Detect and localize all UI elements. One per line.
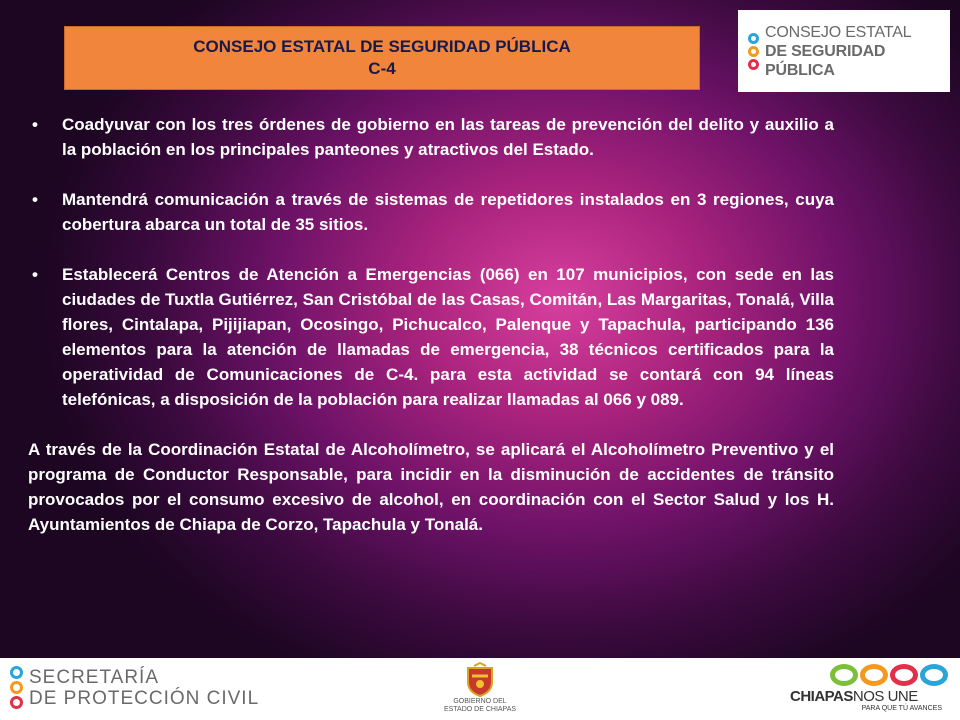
coat-of-arms-icon bbox=[462, 662, 498, 698]
rings-icon bbox=[830, 664, 950, 686]
slide-content bbox=[28, 112, 834, 537]
chiapas-nos-une-logo bbox=[790, 664, 950, 712]
bullet-list bbox=[28, 112, 834, 412]
nos-une-slogan: NOS UNE bbox=[852, 688, 918, 705]
bullet-item: • Coadyuvar con los tres órdenes de gobierno en las tareas de prevención del delito y auxilio a la población en los principales panteones y atractivos del Estado. bbox=[62, 112, 834, 162]
footer-center-line-2: ESTADO DE CHIAPAS bbox=[443, 706, 517, 713]
footer-bar bbox=[0, 658, 960, 720]
title-box bbox=[64, 26, 700, 90]
tagline: PARA QUE TÚ AVANCES bbox=[861, 705, 942, 712]
footer-left-line-1: SECRETARÍA bbox=[29, 666, 160, 688]
bullet-item: • Establecerá Centros de Atención a Emergencias (066) en 107 municipios, con sede en las ciudades de Tuxtla Gutiérrez, San Cristóbal de las Casas, Comitán, Las Margaritas, Tonalá, Villa flores, Cintalapa, Pijijiapan, Ocosingo, Pichucalco, Palenque y Tapachula, participando 136 elementos para la atención de llamadas de emergencia, 38 técnicos certificados para la operatividad de Comunicaciones de C-4. para esta actividad se contará con 94 líneas telefónicas, a disposición de la población para realizar llamadas al 066 y 089. bbox=[62, 262, 834, 412]
logo-line-1: CONSEJO ESTATAL bbox=[765, 23, 912, 41]
chiapas-brand: CHIAPAS bbox=[790, 688, 853, 705]
footer-left-line-2: DE PROTECCIÓN CIVIL bbox=[29, 687, 260, 709]
bullet-item: • Mantendrá comunicación a través de sistemas de repetidores instalados en 3 regiones, cuya cobertura abarca un total de 35 sitios. bbox=[62, 187, 834, 237]
title-line-2: C-4 bbox=[368, 59, 396, 78]
footer-center-line-1: GOBIERNO DEL bbox=[453, 698, 507, 705]
rings-icon bbox=[748, 33, 759, 70]
closing-paragraph: A través de la Coordinación Estatal de Alcoholímetro, se aplicará el Alcoholímetro Preventivo y el programa de Conductor Responsable, para incidir en la disminución de accidentes de tránsito provocados por el consumo excesivo de alcohol, en coordinación con el Sector Salud y los H. Ayuntamientos de Chiapa de Corzo, Tapachula y Tonalá. bbox=[28, 440, 834, 534]
title-line-1: CONSEJO ESTATAL DE SEGURIDAD PÚBLICA bbox=[193, 37, 571, 56]
gobierno-chiapas-logo bbox=[430, 662, 530, 714]
proteccion-civil-logo bbox=[10, 666, 259, 709]
consejo-estatal-logo bbox=[738, 10, 950, 92]
rings-icon bbox=[10, 666, 23, 709]
logo-line-2: DE SEGURIDAD PÚBLICA bbox=[765, 42, 886, 79]
